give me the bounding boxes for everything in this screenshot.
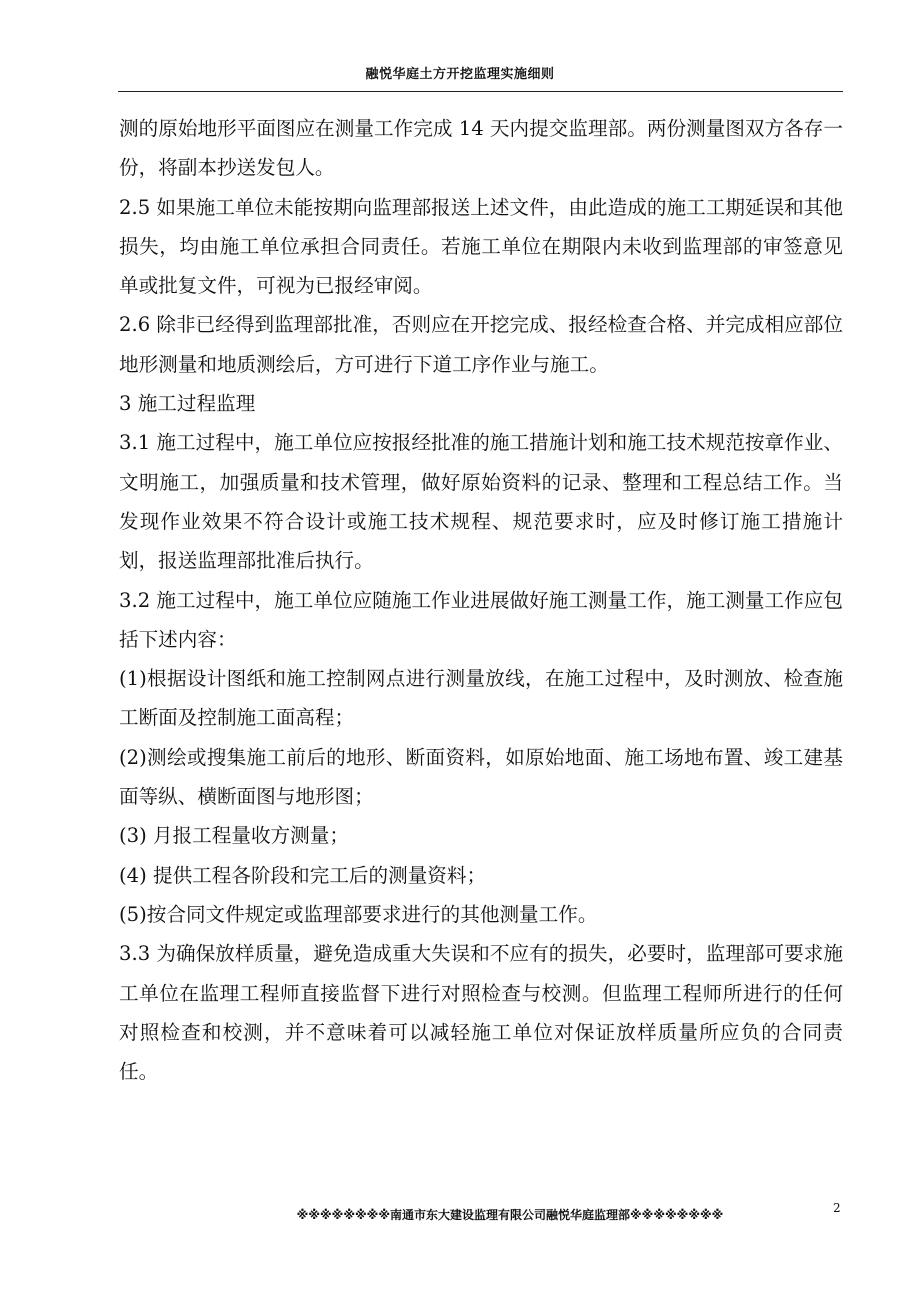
document-body [119, 109, 843, 1091]
page-footer-company: ※※※※※※※※南通市东大建设监理有限公司融悦华庭监理部※※※※※※※※ [296, 1208, 724, 1222]
list-item-2: (2)测绘或搜集施工前后的地形、断面资料，如原始地面、施工场地布置、竣工建基面等纵、横断面图与地形图； [119, 745, 843, 809]
paragraph-survey-map: 测的原始地形平面图应在测量工作完成 14 天内提交监理部。两份测量图双方各存一份，将副本抄送发包人。 [119, 117, 843, 180]
header-divider [118, 91, 843, 92]
paragraph-2-6: 2.6 除非已经得到监理部批准，否则应在开挖完成、报经检查合格、并完成相应部位地形测量和地质测绘后，方可进行下道工序作业与施工。 [119, 313, 843, 376]
list-item-3: (3) 月报工程量收方测量； [119, 824, 349, 848]
section-heading-3: 3 施工过程监理 [119, 392, 256, 416]
paragraph-3-1: 3.1 施工过程中，施工单位应按报经批准的施工措施计划和施工技术规范按章作业、文明施工，加强质量和技术管理，做好原始资料的记录、整理和工程总结工作。当发现作业效果不符合设计或施工技术规程、规范要求时，应及时修订施工措施计划，报送监理部批准后执行。 [119, 431, 843, 573]
page-number: 2 [833, 1201, 841, 1215]
paragraph-3-3: 3.3 为确保放样质量，避免造成重大失误和不应有的损失，必要时，监理部可要求施工单位在监理工程师直接监督下进行对照检查与校测。但监理工程师所进行的任何对照检查和校测，并不意味着可以减轻施工单位对保证放样质量所应负的合同责任。 [119, 942, 843, 1084]
paragraph-2-5: 2.5 如果施工单位未能按期向监理部报送上述文件，由此造成的施工工期延误和其他损失，均由施工单位承担合同责任。若施工单位在期限内未收到监理部的审签意见单或批复文件，可视为已报经审阅。 [119, 195, 843, 298]
page-header-title: 融悦华庭土方开挖监理实施细则 [365, 67, 555, 82]
paragraph-3-2: 3.2 施工过程中，施工单位应随施工作业进展做好施工测量工作，施工测量工作应包括下述内容： [119, 588, 843, 651]
list-item-1: (1)根据设计图纸和施工控制网点进行测量放线，在施工过程中，及时测放、检查施工断面及控制施工面高程； [119, 667, 843, 730]
list-item-5: (5)按合同文件规定或监理部要求进行的其他测量工作。 [119, 902, 598, 926]
list-item-4: (4) 提供工程各阶段和完工后的测量资料； [119, 863, 487, 887]
